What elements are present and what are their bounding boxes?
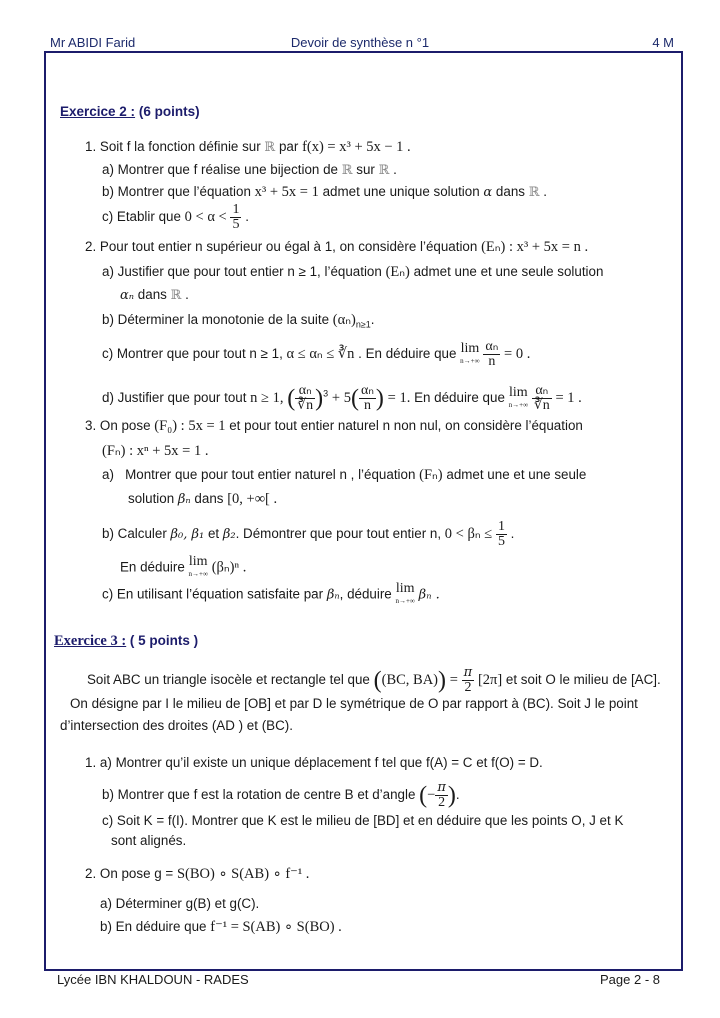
paren-close: )	[375, 385, 384, 412]
ex3-q2a	[100, 896, 259, 912]
punctuation: .	[455, 787, 460, 803]
subquestion-text: admet une et une seule solution	[413, 264, 604, 279]
subquestion-label: b)	[102, 526, 114, 542]
exercise-3-heading	[54, 633, 198, 649]
exercise-2-points: (6 points)	[138, 104, 200, 119]
subquestion-text: dans	[137, 287, 167, 302]
subquestion-text: dans	[194, 491, 224, 506]
header-title: Devoir de synthèse n °1	[290, 35, 430, 50]
ex2-q3	[85, 418, 583, 434]
ex2-q2a	[102, 264, 603, 280]
subquestion-text: . En déduire que	[358, 346, 457, 362]
limit-result: = 1 .	[555, 390, 582, 407]
fraction	[483, 340, 500, 369]
ex2-q3a	[102, 467, 586, 483]
fraction-denominator: 2	[464, 680, 472, 695]
fraction-denominator: 5	[232, 217, 240, 232]
limit	[395, 583, 414, 607]
subquestion-label: a)	[102, 162, 114, 177]
limit-expression: (βₙ)ⁿ .	[211, 559, 247, 576]
subquestion-text: admet une unique solution	[322, 184, 480, 199]
exercise-3-title: Exercice 3 :	[54, 633, 127, 649]
question-number: 2.	[85, 866, 97, 881]
fraction-numerator: 1	[497, 519, 505, 534]
fraction-numerator: αₙ	[295, 384, 315, 399]
subquestion-text: sur	[356, 162, 375, 177]
fraction	[295, 384, 315, 413]
subquestion-text: Justifier que pour tout entier n ≥ 1, l’équation	[117, 264, 382, 279]
ex2-q1c	[102, 203, 249, 232]
subquestion-text: Montrer que f est la rotation de centre B et d’angle	[117, 787, 416, 803]
paren-open: (	[350, 385, 359, 412]
beta-2-symbol: β₂	[222, 527, 236, 543]
sequence-formula: (αₙ)	[332, 312, 356, 328]
vector-angle: (BC, BA)	[381, 672, 439, 689]
limit-operator: lim	[509, 384, 528, 400]
ex2-q2	[85, 239, 588, 255]
subquestion-text: Montrer que pour tout n ≥ 1,	[116, 346, 283, 362]
exponent: 3	[323, 388, 329, 399]
real-set-symbol: ℝ	[170, 288, 182, 303]
fraction	[462, 666, 475, 695]
limit-operator: lim	[395, 581, 415, 596]
paren-open: (	[419, 782, 428, 809]
fraction-numerator: π	[437, 780, 446, 795]
inequality-formula: 0 < α <	[184, 209, 227, 226]
subquestion-label: c)	[102, 346, 114, 362]
question-text: Soit f la fonction définie sur	[99, 139, 261, 154]
ex3-intro-2: On désigne par I le milieu de [OB] et par D le symétrique de O par rapport à (BC). Soit J le point	[70, 696, 638, 711]
subquestion-label: a)	[102, 264, 114, 279]
minus-sign: −	[427, 787, 436, 804]
equation-result: = 1.	[387, 390, 411, 407]
subquestion-text: En déduire que	[414, 390, 505, 406]
subquestion-text: Calculer	[117, 526, 167, 542]
ex3-intro-1	[87, 666, 661, 695]
subquestion-text: En utilisant l’équation satisfaite par	[116, 586, 324, 602]
exercise-2-title: Exercice 2 :	[60, 104, 136, 119]
ex2-q2d	[102, 384, 582, 413]
subquestion-label: c)	[102, 813, 114, 828]
modulo: [2π]	[477, 672, 503, 689]
limit-operator: lim	[188, 554, 208, 569]
exercise-2-heading	[60, 104, 200, 120]
operator: =	[449, 672, 458, 689]
subquestion-label: d)	[102, 390, 114, 406]
fraction-denominator: 2	[438, 795, 446, 810]
limit-expression: βₙ .	[418, 587, 440, 603]
ex3-intro-3: d’intersection des droites (AD ) et (BC).	[60, 718, 293, 733]
inequality-formula: α ≤ αₙ ≤ ∛n	[286, 346, 355, 363]
limit	[460, 340, 480, 367]
fraction-denominator: ∛n	[297, 398, 314, 413]
limit-result: = 0 .	[504, 346, 531, 363]
fraction-denominator: 5	[497, 534, 505, 549]
composition-formula: S(BO) ∘ S(AB) ∘ f⁻¹ .	[176, 866, 310, 882]
ex2-q3-cont	[102, 443, 208, 459]
question-text: On pose g =	[99, 866, 174, 881]
real-set-symbol: ℝ	[264, 140, 276, 155]
fraction-numerator: π	[463, 665, 473, 680]
limit-subscript: n→+∞	[460, 356, 480, 365]
subquestion-label: c)	[102, 586, 114, 602]
fraction-numerator: αₙ	[360, 383, 374, 398]
ex2-q3c	[102, 583, 440, 607]
subquestion-text: Justifier que pour tout	[117, 390, 247, 406]
footer-page-number: Page 2 - 8	[600, 972, 660, 987]
subquestion-text: Déterminer la monotonie de la suite	[117, 312, 330, 327]
real-set-symbol: ℝ	[378, 163, 390, 178]
fraction	[230, 203, 241, 232]
ex2-q3a-cont	[128, 491, 277, 508]
fraction-numerator: 1	[232, 202, 240, 217]
subquestion-label: a)	[100, 896, 112, 911]
question-text: et pour tout entier naturel n non nul, on considère l’équation	[229, 418, 583, 433]
header-class: 4 M	[652, 35, 674, 50]
ex3-q1c	[102, 813, 623, 829]
subquestion-text: Montrer que l’équation	[117, 184, 251, 199]
subquestion-text: et	[207, 526, 220, 542]
ex3-q1b	[102, 781, 460, 810]
composition-formula: f⁻¹ = S(AB) ∘ S(BO) .	[210, 919, 342, 935]
intro-text: Soit ABC un triangle isocèle et rectangle tel que	[87, 672, 370, 688]
equation-formula: (Eₙ) : x³ + 5x = n .	[481, 239, 589, 255]
subquestion-label: a)	[102, 467, 114, 482]
limit-subscript: n→+∞	[188, 570, 208, 578]
punctuation: .	[245, 209, 249, 225]
operator: + 5	[331, 390, 351, 407]
subquestion-text: En déduire que	[115, 919, 207, 934]
real-set-symbol: ℝ	[341, 163, 353, 178]
ex2-q1	[85, 139, 411, 156]
subquestion-label: b)	[100, 919, 112, 934]
ex3-q1a	[85, 755, 543, 771]
subquestion-text: admet une et une seule	[446, 467, 587, 482]
real-set-symbol: ℝ	[528, 185, 540, 200]
paren-close: )	[447, 782, 456, 809]
fraction-numerator: αₙ	[485, 339, 499, 354]
subquestion-label: b)	[102, 787, 114, 803]
equation-name: (Eₙ)	[385, 264, 410, 280]
sequence-index: n≥1	[355, 319, 371, 330]
question-number: 1.	[85, 755, 97, 770]
punctuation: .	[393, 162, 397, 177]
question-number: 3.	[85, 418, 97, 433]
question-text: On pose	[99, 418, 151, 433]
interval: [0, +∞[ .	[227, 491, 278, 507]
alpha-symbol: α	[483, 185, 493, 200]
subquestion-text: . Démontrer que pour tout entier n,	[235, 526, 442, 542]
subquestion-text: Déterminer g(B) et g(C).	[115, 896, 260, 911]
subquestion-text: Montrer qu’il existe un unique déplacement f tel que f(A) = C et f(O) = D.	[115, 755, 543, 770]
subquestion-text: En déduire	[120, 559, 185, 575]
beta-n-symbol: βₙ	[177, 492, 191, 507]
punctuation: .	[370, 312, 375, 327]
condition-formula: n ≥ 1,	[250, 390, 284, 407]
header-author: Mr ABIDI Farid	[50, 35, 136, 50]
subquestion-text: , déduire	[339, 586, 392, 602]
punctuation: .	[185, 287, 189, 302]
exercise-3-points: ( 5 points )	[129, 633, 199, 648]
subquestion-label: a)	[99, 755, 112, 770]
paren-open: (	[373, 667, 382, 694]
ex2-q1b	[102, 184, 547, 201]
fraction	[496, 520, 507, 549]
ex2-q3b-cont	[120, 556, 246, 580]
intro-text: et soit O le milieu de [AC].	[505, 672, 661, 688]
subquestion-text: Montrer que f réalise une bijection de	[117, 162, 338, 177]
beta-n-symbol: βₙ	[326, 587, 340, 603]
subquestion-label: b)	[102, 312, 114, 327]
fraction	[532, 384, 552, 413]
question-text: Pour tout entier n supérieur ou égal à 1, on considère l’équation	[99, 239, 478, 254]
footer-school: Lycée IBN KHALDOUN - RADES	[57, 972, 249, 987]
ex2-q3b	[102, 520, 514, 549]
inequality-formula: 0 < βₙ ≤	[444, 526, 493, 543]
subquestion-label: c)	[102, 209, 114, 225]
limit-subscript: n→+∞	[508, 400, 529, 409]
punctuation: .	[510, 526, 515, 542]
ex2-q2c	[102, 340, 530, 369]
fraction-denominator: n	[363, 398, 371, 413]
subquestion-text: Montrer que pour tout entier naturel n , l’équation	[125, 467, 416, 482]
ex2-q2a-cont	[120, 287, 189, 304]
limit-operator: lim	[460, 340, 480, 356]
subquestion-text: dans	[495, 184, 525, 199]
ex3-q2	[85, 866, 309, 882]
equation-formula: x³ + 5x = 1	[254, 184, 319, 200]
fraction-numerator: αₙ	[532, 384, 552, 399]
equation-formula: (Fₙ) : xⁿ + 5x = 1 .	[102, 443, 209, 459]
subquestion-text: solution	[128, 491, 175, 506]
limit	[508, 384, 529, 411]
fraction-denominator: n	[488, 354, 496, 369]
fraction	[435, 781, 448, 810]
paren-close: )	[438, 667, 447, 694]
question-number: 2.	[85, 239, 97, 254]
alpha-n-symbol: αₙ	[120, 288, 135, 303]
fraction	[359, 384, 376, 413]
function-formula: f(x) = x³ + 5x − 1 .	[302, 139, 411, 155]
ex3-q2b	[100, 919, 342, 935]
ex2-q2b	[102, 312, 375, 333]
limit-subscript: n→+∞	[395, 597, 415, 605]
ex3-q1c-cont: sont alignés.	[111, 833, 187, 848]
subquestion-text: Soit K = f(I). Montrer que K est le milieu de [BD] et en déduire que les points O, J et K	[116, 813, 624, 828]
equation-name: (Fₙ)	[419, 467, 443, 483]
equation-formula: (F₀) : 5x = 1	[154, 418, 226, 434]
paren-open: (	[287, 385, 296, 412]
beta-symbols: β₀, β₁	[170, 527, 205, 543]
question-text: par	[278, 139, 299, 154]
punctuation: .	[543, 184, 547, 199]
question-number: 1.	[85, 139, 97, 154]
subquestion-label: b)	[102, 184, 114, 199]
ex2-q1a	[102, 162, 397, 179]
limit	[189, 556, 208, 580]
fraction-denominator: ∛n	[533, 398, 550, 413]
paren-close: )	[315, 385, 324, 412]
subquestion-text: Etablir que	[116, 209, 181, 225]
